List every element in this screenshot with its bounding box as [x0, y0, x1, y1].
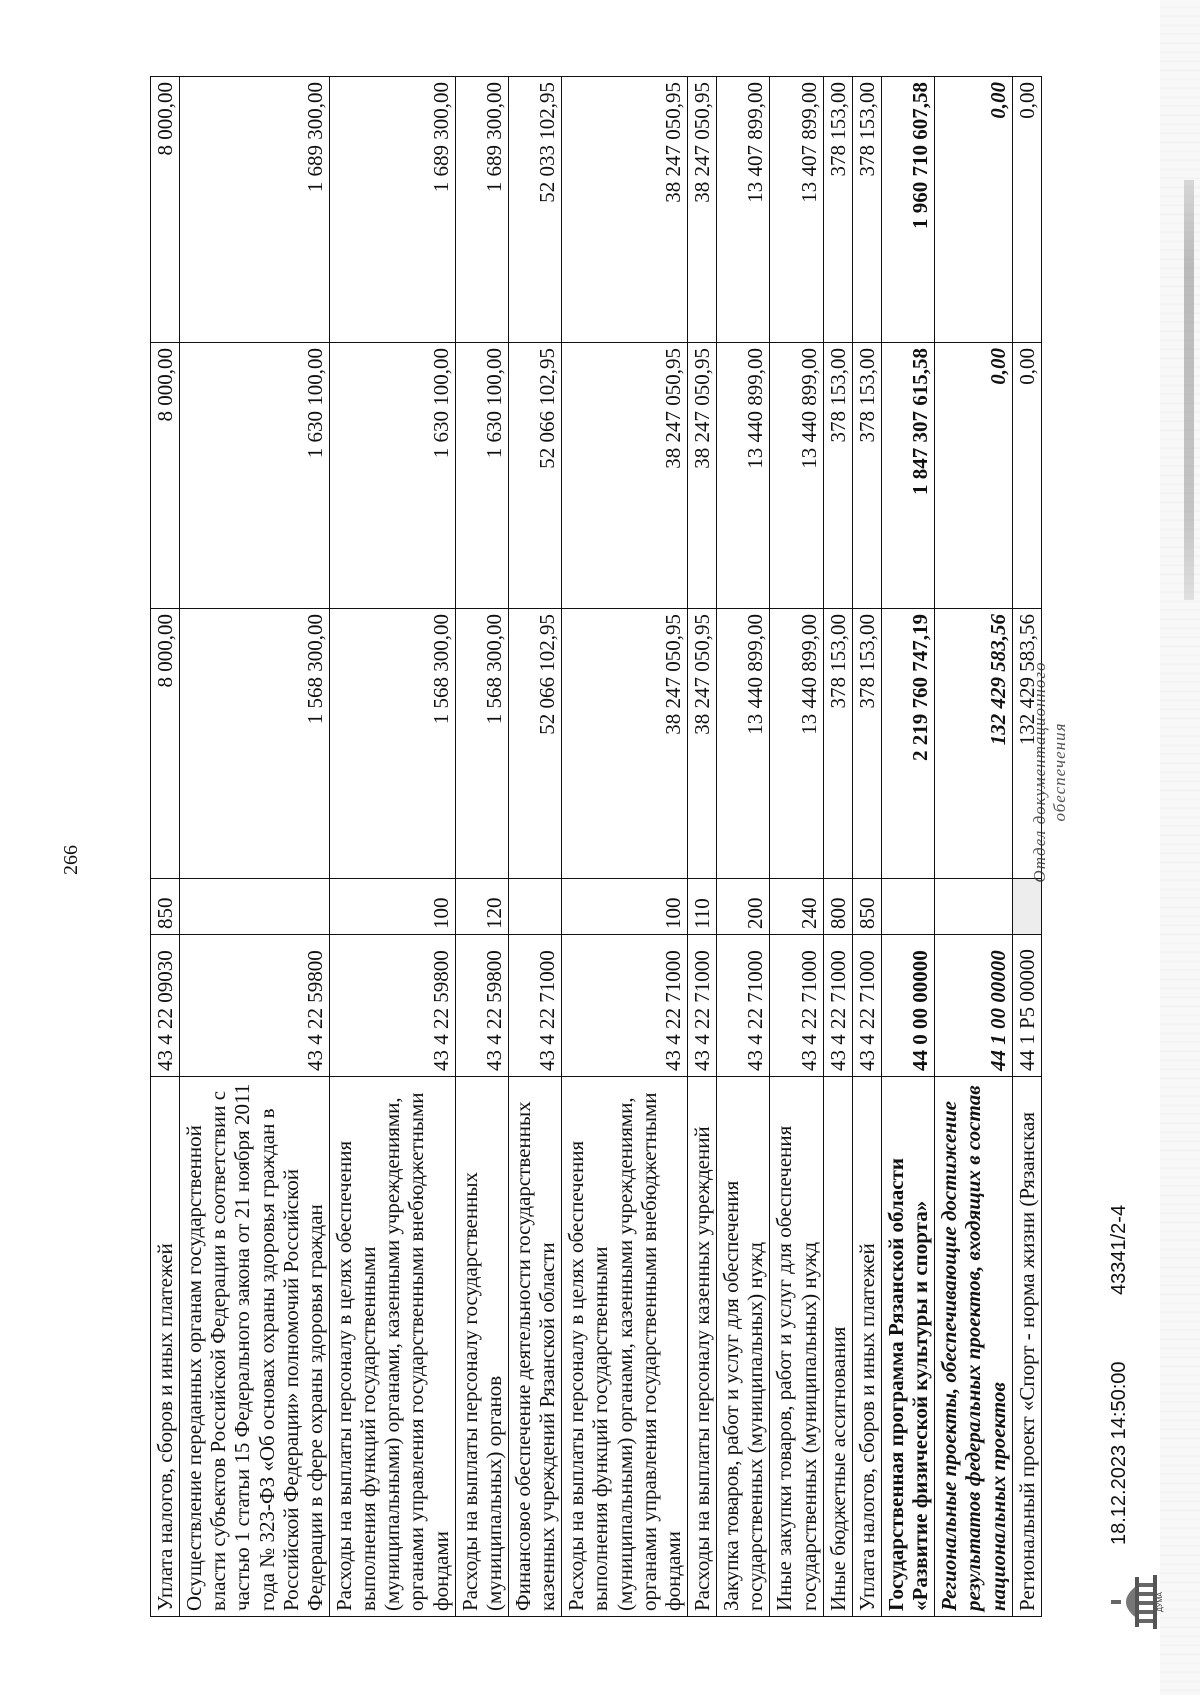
row-code-cell: 44 1 P5 00000	[1012, 935, 1041, 1077]
row-value-3-cell: 1 689 300,00	[329, 77, 455, 343]
row-value-2-cell: 1 630 100,00	[329, 343, 455, 609]
row-type-cell: 240	[770, 879, 823, 935]
row-type-cell	[935, 879, 1012, 935]
row-type-cell: 100	[329, 879, 455, 935]
row-value-1-cell: 8 000,00	[151, 609, 180, 879]
table-row	[852, 77, 881, 1617]
row-name-cell: Финансовое обеспечение деятельности государственных казенных учреждений Рязанской области	[508, 1077, 561, 1617]
row-name-cell: Региональные проекты, обеспечивающие достижение результатов федеральных проектов, входящих в состав национальных проектов	[935, 1077, 1012, 1617]
row-type-cell: 800	[823, 879, 852, 935]
row-value-2-cell: 1 847 307 615,58	[881, 343, 934, 609]
stamp-line-2: обеспечения	[1050, 722, 1069, 822]
row-value-2-cell: 0,00	[1012, 343, 1041, 609]
table-row	[717, 77, 770, 1617]
footer-doc-code: 43341/2-4	[1108, 1204, 1130, 1295]
row-name-cell: Осуществление переданных органам государственной власти субъектов Российской Федерации в соответствии с частью 1 статьи 15 Федерального закона от 21 ноября 2011 года № 323-ФЗ «Об основах охраны здоровья граждан в Российской Федерации» полномочий Российской Федерации в сфере охраны здоровья граждан	[180, 1077, 330, 1617]
budget-table	[150, 76, 1042, 1617]
row-type-cell	[508, 879, 561, 935]
row-value-1-cell: 2 219 760 747,19	[881, 609, 934, 879]
row-type-cell: 850	[151, 879, 180, 935]
footer-date: 18.12.2023 14:50:00	[1108, 1361, 1130, 1545]
row-code-cell: 43 4 22 59800	[455, 935, 508, 1077]
row-type-cell: 200	[717, 879, 770, 935]
page-number: 266	[60, 845, 82, 875]
row-value-3-cell: 8 000,00	[151, 77, 180, 343]
table-row	[770, 77, 823, 1617]
row-type-cell	[881, 879, 934, 935]
budget-table-body	[151, 77, 1042, 1617]
row-value-3-cell: 13 407 899,00	[717, 77, 770, 343]
row-value-2-cell: 52 066 102,95	[508, 343, 561, 609]
row-value-3-cell: 52 033 102,95	[508, 77, 561, 343]
row-name-cell: Расходы на выплаты персоналу в целях обеспечения выполнения функций государственными (муниципальными) органами, казенными учреждениями, органами управления государственными внебюджетными фондами	[562, 1077, 688, 1617]
table-row	[508, 77, 561, 1617]
row-value-2-cell: 1 630 100,00	[455, 343, 508, 609]
row-code-cell: 43 4 22 71000	[852, 935, 881, 1077]
row-value-1-cell: 13 440 899,00	[717, 609, 770, 879]
row-code-cell: 43 4 22 59800	[180, 935, 330, 1077]
row-value-1-cell: 52 066 102,95	[508, 609, 561, 879]
row-value-2-cell: 8 000,00	[151, 343, 180, 609]
row-value-3-cell: 378 153,00	[823, 77, 852, 343]
row-code-cell: 43 4 22 71000	[562, 935, 688, 1077]
department-stamp	[1030, 647, 1070, 897]
row-code-cell: 43 4 22 71000	[823, 935, 852, 1077]
row-value-1-cell: 378 153,00	[823, 609, 852, 879]
row-value-2-cell: 1 630 100,00	[180, 343, 330, 609]
row-value-3-cell: 13 407 899,00	[770, 77, 823, 343]
table-row	[935, 77, 1012, 1617]
table-row	[823, 77, 852, 1617]
table-row	[180, 77, 330, 1617]
row-value-1-cell: 38 247 050,95	[687, 609, 716, 879]
row-name-cell: Иные бюджетные ассигнования	[823, 1077, 852, 1617]
duma-building-icon	[1105, 1573, 1163, 1631]
row-value-2-cell: 13 440 899,00	[770, 343, 823, 609]
row-value-3-cell: 0,00	[1012, 77, 1041, 343]
row-code-cell: 43 4 22 71000	[508, 935, 561, 1077]
row-value-1-cell: 1 568 300,00	[180, 609, 330, 879]
row-name-cell: Расходы на выплаты персоналу в целях обеспечения выполнения функций государственными (муниципальными) органами, казенными учреждениями, органами управления государственными внебюджетными фондами	[329, 1077, 455, 1617]
row-name-cell: Уплата налогов, сборов и иных платежей	[852, 1077, 881, 1617]
row-value-3-cell: 1 960 710 607,58	[881, 77, 934, 343]
row-value-2-cell: 13 440 899,00	[717, 343, 770, 609]
row-name-cell: Уплата налогов, сборов и иных платежей	[151, 1077, 180, 1617]
row-code-cell: 44 0 00 00000	[881, 935, 934, 1077]
row-name-cell: Государственная программа Рязанской области «Развитие физической культуры и спорта»	[881, 1077, 934, 1617]
stamp-line-1: Отдел документационного	[1030, 661, 1049, 883]
row-name-cell: Иные закупки товаров, работ и услуг для обеспечения государственных (муниципальных) нужд	[770, 1077, 823, 1617]
row-type-cell: 100	[562, 879, 688, 935]
row-value-2-cell: 378 153,00	[852, 343, 881, 609]
row-value-1-cell: 378 153,00	[852, 609, 881, 879]
row-value-3-cell: 0,00	[935, 77, 1012, 343]
row-type-cell	[180, 879, 330, 935]
logo-text: ДУМА	[1157, 1592, 1164, 1612]
row-value-3-cell: 378 153,00	[852, 77, 881, 343]
row-value-1-cell: 1 568 300,00	[455, 609, 508, 879]
row-value-1-cell: 132 429 583,56	[935, 609, 1012, 879]
row-name-cell: Расходы на выплаты персоналу казенных учреждений	[687, 1077, 716, 1617]
row-value-2-cell: 38 247 050,95	[562, 343, 688, 609]
row-code-cell: 43 4 22 59800	[329, 935, 455, 1077]
table-row	[687, 77, 716, 1617]
row-type-cell: 120	[455, 879, 508, 935]
table-row	[455, 77, 508, 1617]
row-code-cell: 43 4 22 71000	[717, 935, 770, 1077]
row-value-1-cell: 38 247 050,95	[562, 609, 688, 879]
row-value-3-cell: 38 247 050,95	[687, 77, 716, 343]
row-value-2-cell: 38 247 050,95	[687, 343, 716, 609]
row-code-cell: 44 1 00 00000	[935, 935, 1012, 1077]
row-value-1-cell: 13 440 899,00	[770, 609, 823, 879]
row-value-2-cell: 0,00	[935, 343, 1012, 609]
row-value-3-cell: 1 689 300,00	[180, 77, 330, 343]
row-name-cell: Закупка товаров, работ и услуг для обеспечения государственных (муниципальных) нужд	[717, 1077, 770, 1617]
table-row	[881, 77, 934, 1617]
row-code-cell: 43 4 22 71000	[770, 935, 823, 1077]
row-type-cell: 110	[687, 879, 716, 935]
row-value-3-cell: 38 247 050,95	[562, 77, 688, 343]
row-value-3-cell: 1 689 300,00	[455, 77, 508, 343]
row-value-1-cell: 132 429 583,56	[1012, 609, 1041, 879]
row-code-cell: 43 4 22 09030	[151, 935, 180, 1077]
row-value-2-cell: 378 153,00	[823, 343, 852, 609]
table-row	[151, 77, 180, 1617]
row-type-cell: 850	[852, 879, 881, 935]
table-row	[329, 77, 455, 1617]
row-code-cell: 43 4 22 71000	[687, 935, 716, 1077]
row-name-cell: Расходы на выплаты персоналу государственных (муниципальных) органов	[455, 1077, 508, 1617]
table-row	[562, 77, 688, 1617]
row-value-1-cell: 1 568 300,00	[329, 609, 455, 879]
row-name-cell: Региональный проект «Спорт - норма жизни (Рязанская	[1012, 1077, 1041, 1617]
